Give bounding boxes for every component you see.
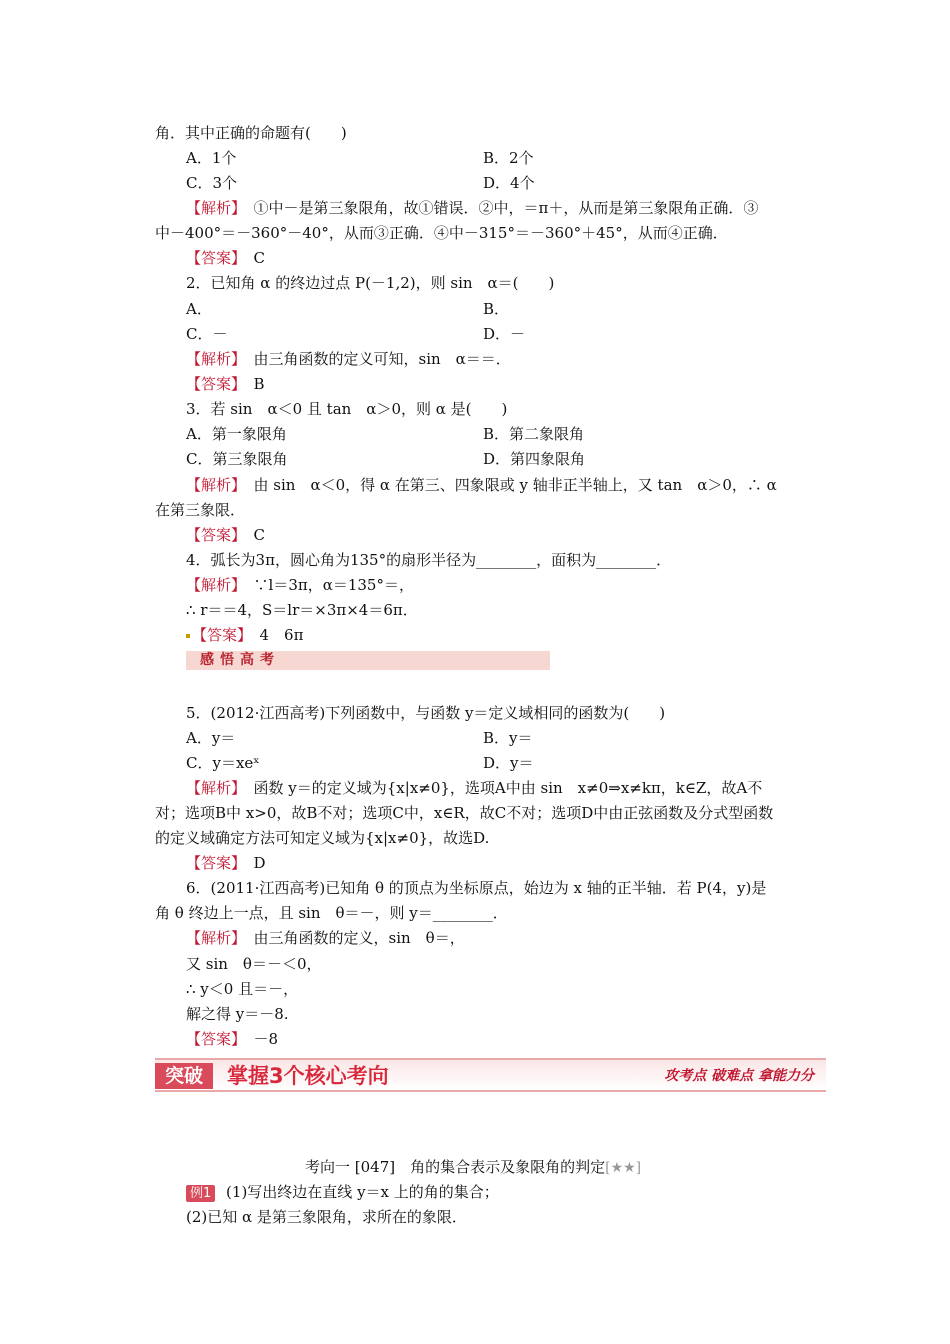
text-line: [155, 828, 489, 848]
text-line: [186, 248, 265, 268]
line-text: D．4个: [483, 174, 535, 192]
line-text: 5．(2012·江西高考)下列函数中，与函数 y＝定义域相同的函数为( ): [186, 704, 666, 722]
line-text: ①中－是第三象限角，故①错误．②中，＝π＋，从而是第三象限角正确．③: [238, 199, 759, 217]
label-tag: 【解析】: [186, 199, 239, 217]
line-text: 中－400°＝－360°－40°，从而③正确．④中－315°＝－360°＋45°，从而④正确．: [155, 224, 728, 242]
line-text: 在第三象限．: [155, 501, 246, 519]
label-tag: 【解析】: [186, 476, 239, 494]
label-tag: 【解析】: [186, 576, 239, 594]
text-line: [483, 324, 525, 344]
line-text: D．y＝: [483, 754, 534, 772]
line-text: 由 sin α＜0，得 α 在第三、四象限或 y 轴非正半轴上，又 tan α＞0，∴ α: [238, 476, 777, 494]
line-text: 解之得 y＝－8.: [186, 1005, 289, 1023]
text-line: [186, 600, 418, 620]
line-text: 考向一 [047] 角的集合表示及象限角的判定: [305, 1158, 606, 1176]
text-line: [186, 349, 511, 369]
text-line: [186, 273, 554, 293]
line-text: 3．若 sin α＜0 且 tan α＞0，则 α 是( ): [186, 400, 508, 418]
text-line: [186, 928, 465, 948]
text-line: [305, 1157, 641, 1178]
text-line: [483, 424, 584, 444]
line-text: ∴ r＝＝4，S＝lr＝×3π×4＝6π．: [186, 601, 418, 619]
section-banner: [155, 1058, 826, 1092]
text-line: [483, 728, 533, 748]
text-line: [186, 550, 671, 570]
label-tag: 【解析】: [186, 350, 239, 368]
text-line: [186, 449, 287, 469]
line-text: C: [238, 249, 265, 267]
line-text: 角 θ 终边上一点，且 sin θ＝－，则 y＝________．: [155, 904, 508, 922]
text-line: [186, 324, 227, 344]
line-text: A．1个: [186, 149, 237, 167]
text-line: [186, 575, 414, 595]
line-text: 对；选项B中 x>0，故B不对；选项C中，x∈R，故C不对；选项D中由正弦函数及分式型函数: [155, 804, 774, 822]
marker-dot-icon: [186, 634, 190, 638]
line-text: C．3个: [186, 174, 238, 192]
line-text: 的定义域确定方法可知定义域为{x|x≠0}，故选D.: [155, 829, 490, 847]
text-line: [186, 1029, 278, 1049]
section-bar-ganwu: 感悟高考: [186, 651, 550, 670]
text-line: [155, 223, 728, 243]
text-line: [186, 198, 758, 218]
line-text: ∴ y＜0 且＝－，: [186, 980, 299, 998]
label-tag: 【答案】: [186, 526, 239, 544]
label-tag: 【答案】: [192, 626, 245, 644]
line-text: C: [238, 526, 265, 544]
line-text: 角．其中正确的命题有( ): [155, 124, 347, 142]
text-line: [483, 148, 534, 168]
text-line: [155, 903, 508, 923]
line-text: 2．已知角 α 的终边过点 P(－1,2)，则 sin α＝( ): [186, 274, 555, 292]
line-text: ∵l＝3π，α＝135°＝，: [238, 576, 414, 594]
line-text: C．－: [186, 325, 228, 343]
text-line: [186, 475, 777, 495]
text-line: [483, 173, 535, 193]
text-line: [186, 954, 322, 974]
line-text: B．第二象限角: [483, 425, 585, 443]
label-tag: 【解析】: [186, 929, 239, 947]
line-text: A．: [186, 300, 212, 318]
text-line: [483, 299, 509, 319]
text-line: [155, 803, 773, 823]
example-badge: 例1: [186, 1185, 215, 1202]
line-text: －8: [238, 1030, 279, 1048]
text-line: [186, 424, 287, 444]
label-tag: 【答案】: [186, 854, 239, 872]
line-text: B．2个: [483, 149, 534, 167]
text-line: [186, 753, 260, 773]
text-line: [186, 1004, 289, 1024]
line-text: A．第一象限角: [186, 425, 287, 443]
line-text: 6．(2011·江西高考)已知角 θ 的顶点为坐标原点，始边为 x 轴的正半轴．若 P(4，y)是: [186, 879, 767, 897]
difficulty-stars: [★★]: [605, 1160, 642, 1176]
text-line: [186, 299, 212, 319]
line-text: 又 sin θ＝－＜0，: [186, 955, 322, 973]
text-line: [186, 399, 507, 419]
line-text: 由三角函数的定义，sin θ＝，: [238, 929, 465, 947]
text-line: [186, 374, 265, 394]
line-text: B: [238, 375, 265, 393]
text-line: [186, 728, 235, 748]
text-line: [186, 778, 762, 798]
line-text: 函数 y＝的定义域为{x|x≠0}，选项A中由 sin x≠0⇒x≠kπ，k∈Z，故A不: [238, 779, 763, 797]
line-text: B．y＝: [483, 729, 533, 747]
line-text: C．第三象限角: [186, 450, 288, 468]
text-line: [483, 449, 585, 469]
label-tag: 【答案】: [186, 249, 239, 267]
text-line: [186, 625, 303, 645]
text-line: [483, 753, 534, 773]
text-line: [186, 173, 237, 193]
line-text: 由三角函数的定义可知，sin α＝＝．: [238, 350, 511, 368]
line-text: D．第四象限角: [483, 450, 586, 468]
line-text: B．: [483, 300, 510, 318]
line-text: 4 6π: [244, 626, 304, 644]
text-line: [186, 525, 265, 545]
text-line: [186, 703, 665, 723]
text-line: [186, 878, 766, 898]
text-line: [186, 853, 266, 873]
line-text: C．y＝xeˣ: [186, 754, 260, 772]
line-text: D: [238, 854, 266, 872]
line-text: D．－: [483, 325, 526, 343]
line-text: (2)已知 α 是第三象限角，求所在的象限．: [186, 1208, 467, 1226]
text-line: [186, 1182, 499, 1202]
text-line: [155, 500, 245, 520]
text-line: [186, 979, 298, 999]
label-tag: 【解析】: [186, 779, 239, 797]
text-line: [186, 1207, 467, 1227]
line-text: A．y＝: [186, 729, 236, 747]
label-tag: 【答案】: [186, 375, 239, 393]
banner-title: 掌握3个核心考向: [227, 1064, 389, 1088]
text-line: [186, 148, 236, 168]
line-text: (1)写出终边在直线 y＝x 上的角的集合；: [221, 1183, 499, 1201]
text-line: [155, 123, 347, 143]
banner-subtitle: 攻考点 破难点 拿能力分: [664, 1068, 814, 1084]
banner-label: 突破: [155, 1063, 213, 1089]
line-text: 4．弧长为3π，圆心角为135°的扇形半径为________，面积为________．: [186, 551, 672, 569]
label-tag: 【答案】: [186, 1030, 239, 1048]
